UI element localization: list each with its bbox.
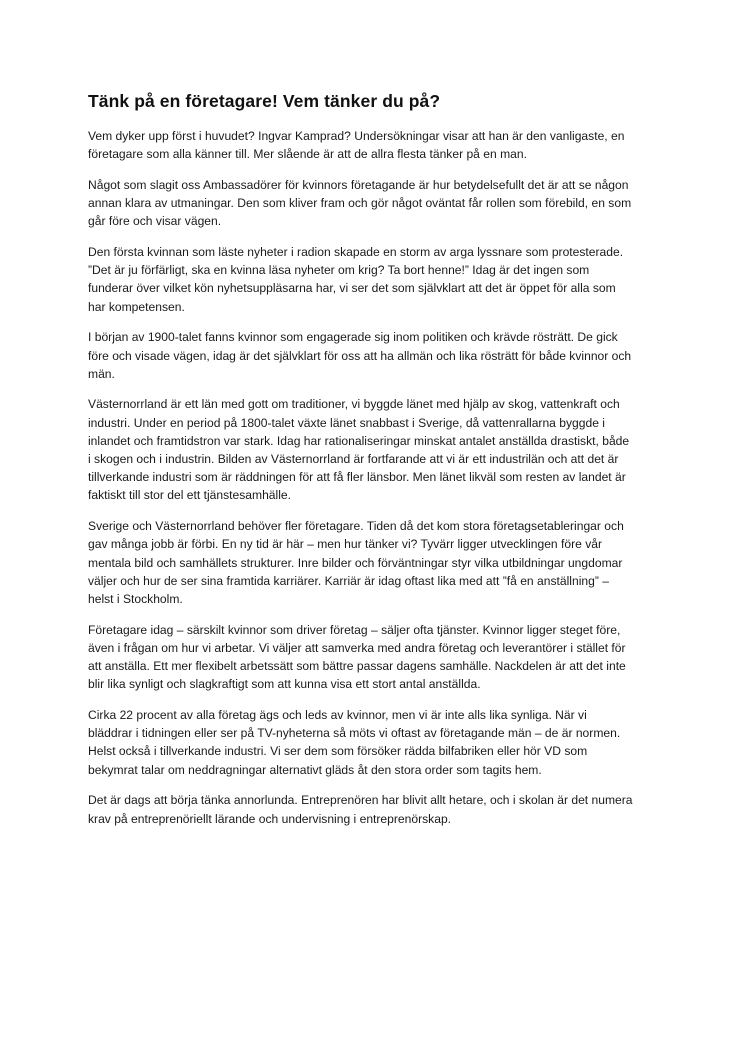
document-title: Tänk på en företagare! Vem tänker du på? xyxy=(88,91,441,111)
paragraph: Det är dags att börja tänka annorlunda. Entreprenören har blivit allt hetare, och i skolan är det numera krav på entreprenöriellt lärande och undervisning i entreprenörskap. xyxy=(88,793,633,826)
paragraph: Något som slagit oss Ambassadörer för kvinnors företagande är hur betydelsefullt det är att se någon annan klara av utmaningar. Den som kliver fram och gör något oväntat får rollen som förebild, en som går före och visar vägen. xyxy=(88,177,632,229)
paragraph: I början av 1900-talet fanns kvinnor som engagerade sig inom politiken och krävde rösträtt. De gick före och visade vägen, idag är det självklart för oss att ha allmän och lika rösträtt för både kvinnor och män. xyxy=(88,330,632,381)
paragraph: Den första kvinnan som läste nyheter i radion skapade en storm av arga lyssnare som protesterade. ”Det är ju förfärligt, ska en kvinna läsa nyheter om krig? Ta bort henne!” Idag är det ingen som funderar över vilket kön nyhetsuppläsarna har, vi ser det som självklart att det är öppet för alla som har kompetensen. xyxy=(88,245,624,314)
paragraph: Företagare idag – särskilt kvinnor som driver företag – säljer ofta tjänster. Kvinnor ligger steget före, även i frågan om hur vi arbetar. Vi väljer att samverka med andra företag och leverantörer i stället för att anställa. Ett mer flexibelt arbetssätt som bättre passar dagens samhälle. Nackdelen är att det inte blir lika synligt och slagkraftigt som att kunna visa ett stort antal anställda. xyxy=(88,622,626,692)
paragraph: Vem dyker upp först i huvudet? Ingvar Kamprad? Undersökningar visar att han är den vanligaste, en företagare som alla känner till. Mer slående är att de allra flesta tänker på en man. xyxy=(88,129,625,162)
paragraph: Cirka 22 procent av alla företag ägs och leds av kvinnor, men vi är inte alls lika synliga. När vi bläddrar i tidningen eller ser på TV-nyheterna så möts vi oftast av företagande män – de är normen. Helst också i tillverkande industri. Vi ser dem som försöker rädda bilfabriken eller hör VD som bekymrat talar om neddragningar alternativt gläds åt den stora order som tagits hem. xyxy=(88,707,621,777)
paragraph: Västernorrland är ett län med gott om traditioner, vi byggde länet med hjälp av skog, vattenkraft och industri. Under en period på 1800-talet växte länet snabbast i Sverige, då vattenrallarna byggde i inlandet och framtidstron var stark. Idag har rationaliseringar minskat antalet anställda drastiskt, både i skogen och i industrin. Bilden av Västernorrland är fortfarande att vi är ett industrilän och att det är tillverkande industri som är räddningen för att få fler länsbor. Men länet likväl som resten av landet är faktiskt till stor del ett tjänstesamhälle. xyxy=(88,397,630,503)
paragraph: Sverige och Västernorrland behöver fler företagare. Tiden då det kom stora företagsetableringar och gav många jobb är förbi. En ny tid är här – men hur tänker vi? Tyvärr ligger utvecklingen före vår mentala bild och samhällets strukturer. Inre bilder och förväntningar styr vilka utbildningar ungdomar väljer och hur de ser sina framtida karriärer. Karriär är idag oftast lika med att ”få en anställning” – helst i Stockholm. xyxy=(88,519,624,606)
document-page xyxy=(88,90,633,840)
